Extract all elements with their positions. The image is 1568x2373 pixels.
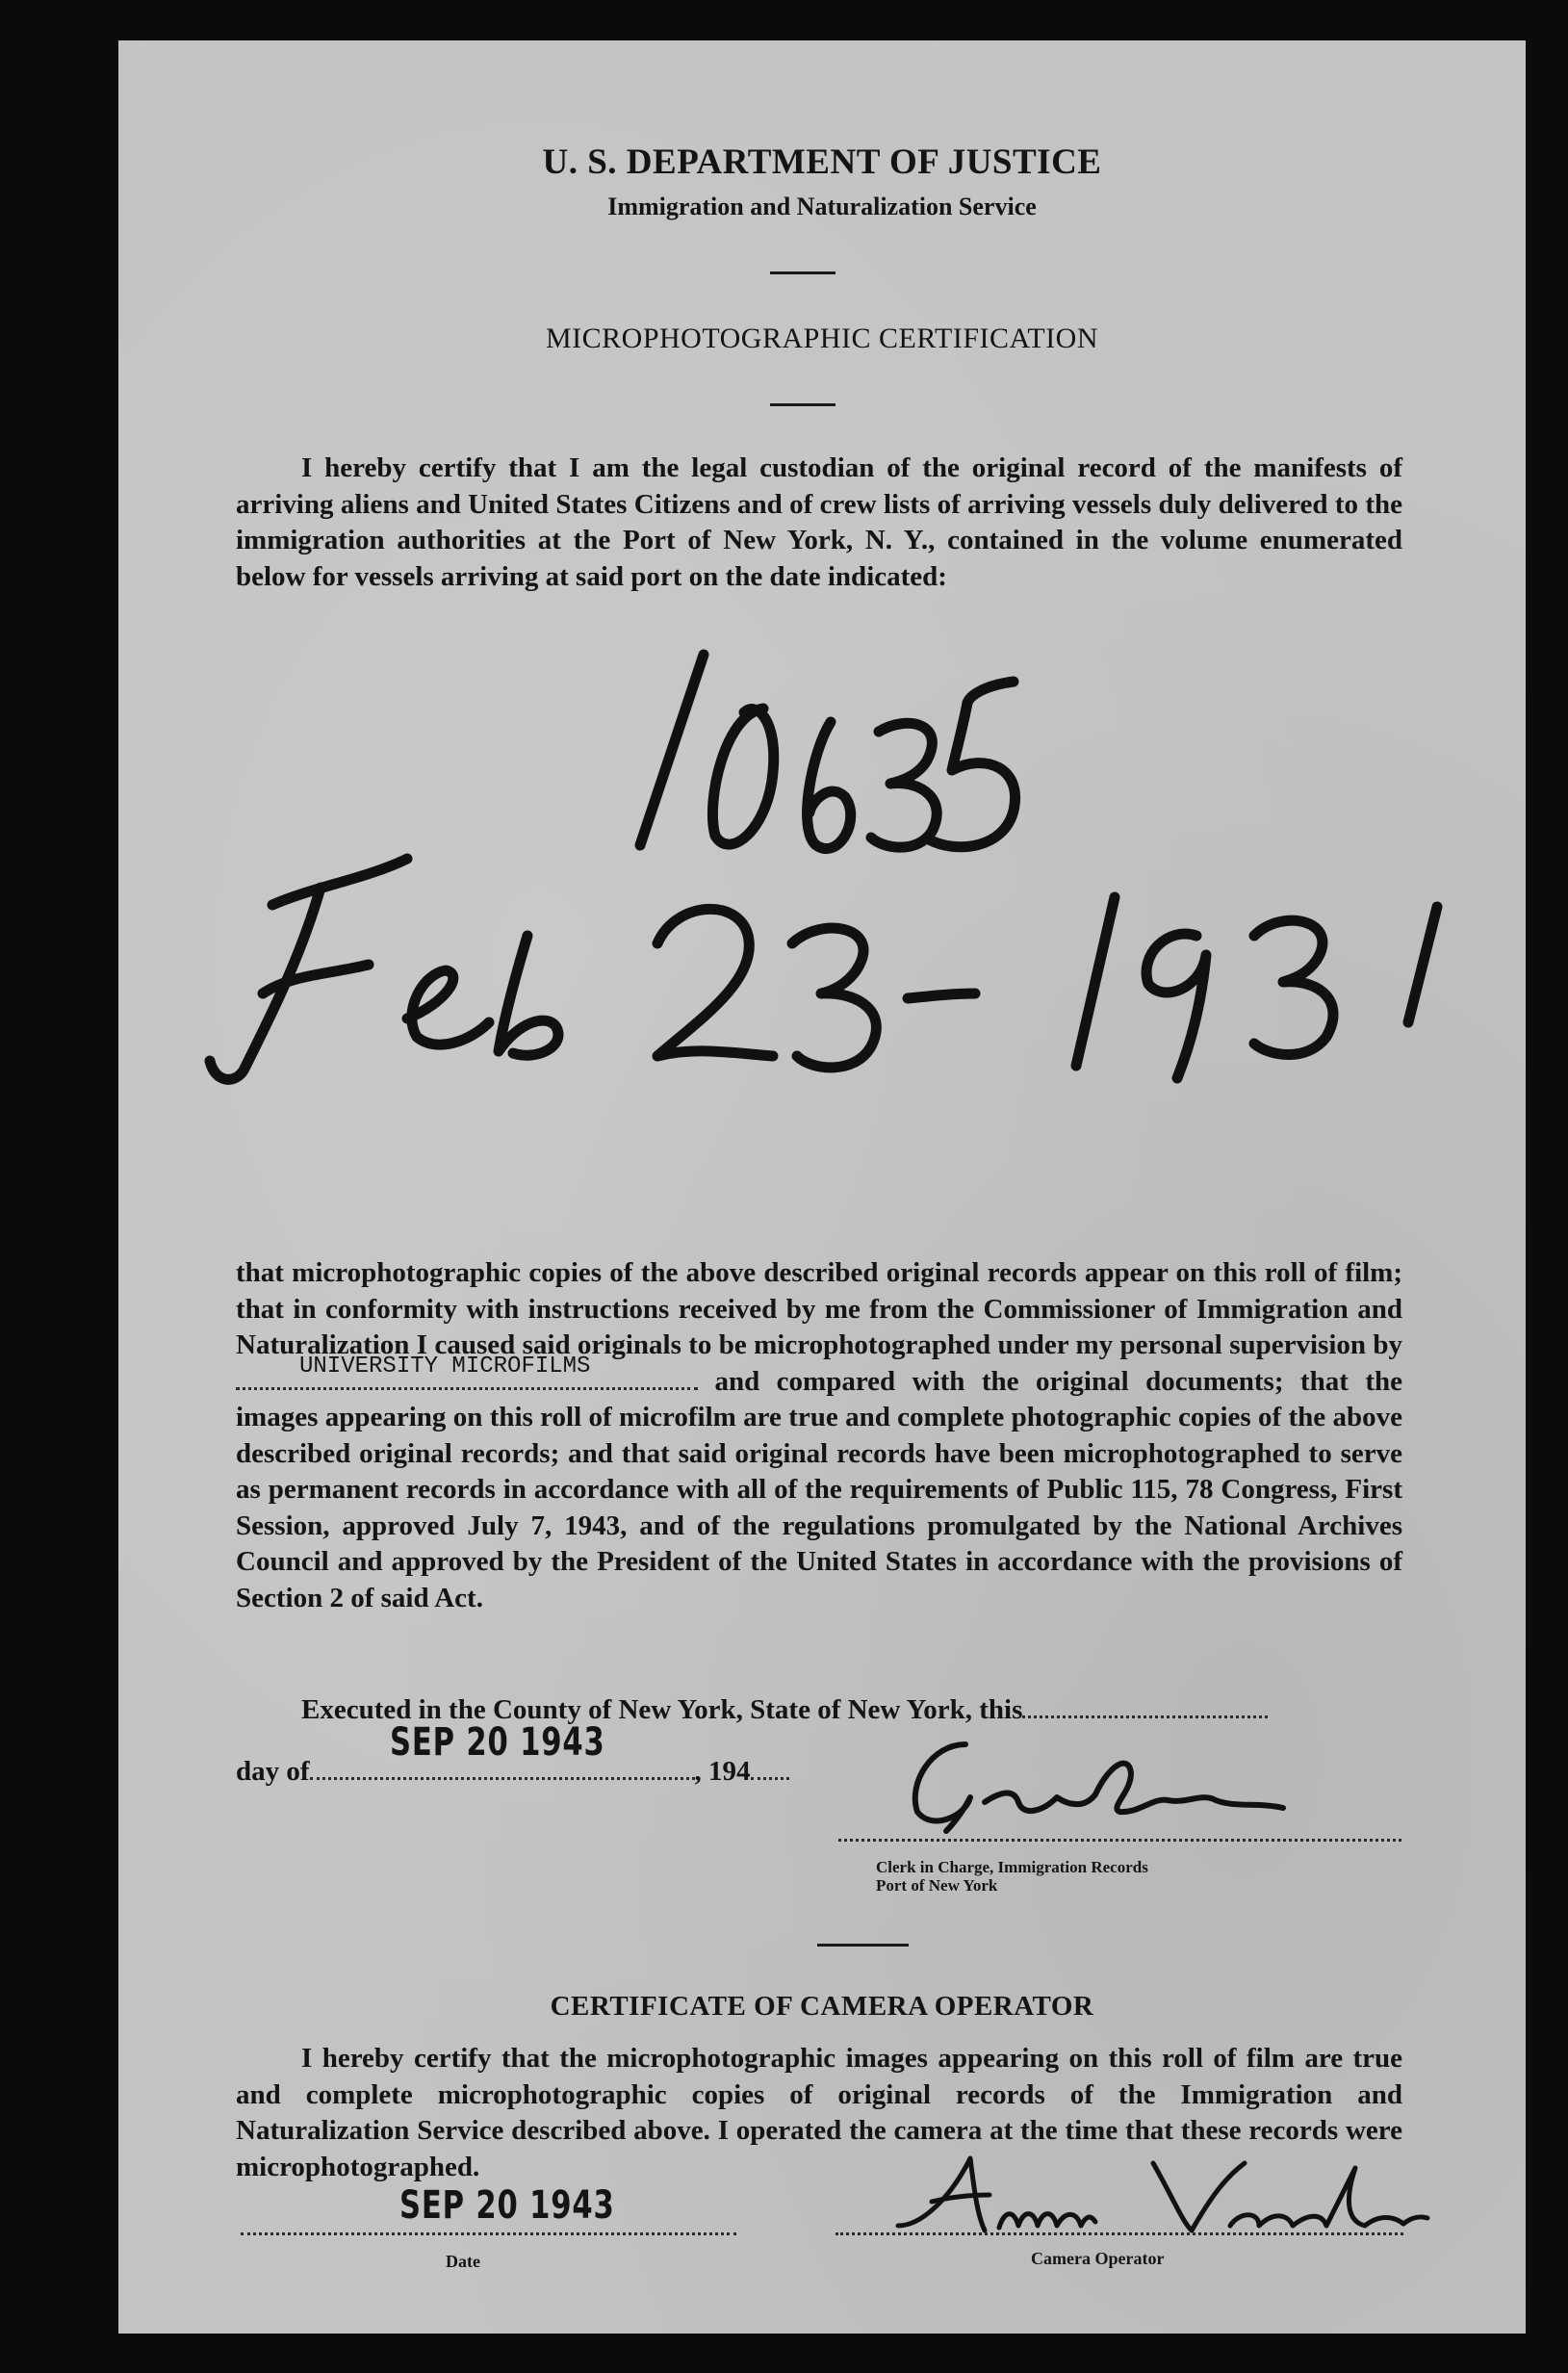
- execution-text: Executed in the County of New York, State of New York, this: [301, 1694, 1023, 1725]
- divider: [770, 403, 835, 406]
- service-name: Immigration and Naturalization Service: [607, 193, 1037, 220]
- custodian-statement: I hereby certify that I am the legal custodian of the original record of the manifests of arriving aliens and United States Citizens and of crew lists of arriving vessels duly delivered to the immigration authorities at the Port of New York, N. Y., contained in the volume enumerated below for vessels arriving at said port on the date indicated:: [236, 452, 1402, 592]
- certification-body-continued: and compared with the original documents; that the images appearing on this roll of microfilm are true and complete photographic copies of the above described original records; and that said original records have been microphotographed to serve as permanent records in accordance with all of the requirements of Public 115, 78 Congress, First Session, approved July 7, 1943, and of the regulations promulgated by the National Archives Council and approved by the President of the United States in accordance with the provisions of Section 2 of said Act.: [236, 1365, 1402, 1613]
- clerk-title-line2: Port of New York: [876, 1876, 998, 1895]
- year-prefix: , 194: [694, 1756, 751, 1787]
- clerk-title: [876, 1858, 1148, 1895]
- operator-signature-line: [835, 2232, 1403, 2235]
- department-title: U. S. DEPARTMENT OF JUSTICE: [542, 142, 1102, 182]
- certification-title: MICROPHOTOGRAPHIC CERTIFICATION: [545, 322, 1099, 354]
- clerk-signature-line: [838, 1839, 1401, 1842]
- day-blank: [1022, 1694, 1268, 1718]
- certification-body-text: that microphotographic copies of the above described original records appear on this roll of film; that in conformity with instructions received by me from the Commissioner of Immigration and Naturalization I caused said originals to be microphotographed under my personal supervision by: [236, 1257, 1402, 1360]
- camera-operator-label: Camera Operator: [1031, 2249, 1165, 2268]
- clerk-title-line1: Clerk in Charge, Immigration Records: [876, 1858, 1148, 1876]
- date-label: Date: [446, 2252, 480, 2271]
- day-of-label: day of: [236, 1756, 310, 1787]
- divider: [817, 1944, 909, 1947]
- handwritten-volume-number: [590, 608, 1014, 859]
- camera-certificate-text: I hereby certify that the microphotographic images appearing on this roll of film are true and complete microphotographic copies of original records of the Immigration and Naturalization Service described above. I operated the camera at the time that these records were microphotographed.: [236, 2043, 1402, 2182]
- handwritten-date: [157, 830, 1485, 1090]
- camera-operator-signature: [893, 2139, 1432, 2245]
- clerk-signature: [879, 1725, 1302, 1841]
- certificate-page: [118, 40, 1526, 2334]
- camera-certificate-heading: CERTIFICATE OF CAMERA OPERATOR: [550, 1991, 1094, 2022]
- microfilmer-name: UNIVERSITY MICROFILMS: [299, 1354, 591, 1380]
- divider: [770, 271, 835, 274]
- certification-body: [236, 1255, 1402, 1616]
- microfilmer-line: [236, 1354, 698, 1390]
- date-stamp: SEP 20 1943: [390, 1720, 605, 1765]
- date-stamp: SEP 20 1943: [399, 2183, 615, 2228]
- date-line: [241, 2232, 736, 2235]
- year-blank: [751, 1756, 789, 1780]
